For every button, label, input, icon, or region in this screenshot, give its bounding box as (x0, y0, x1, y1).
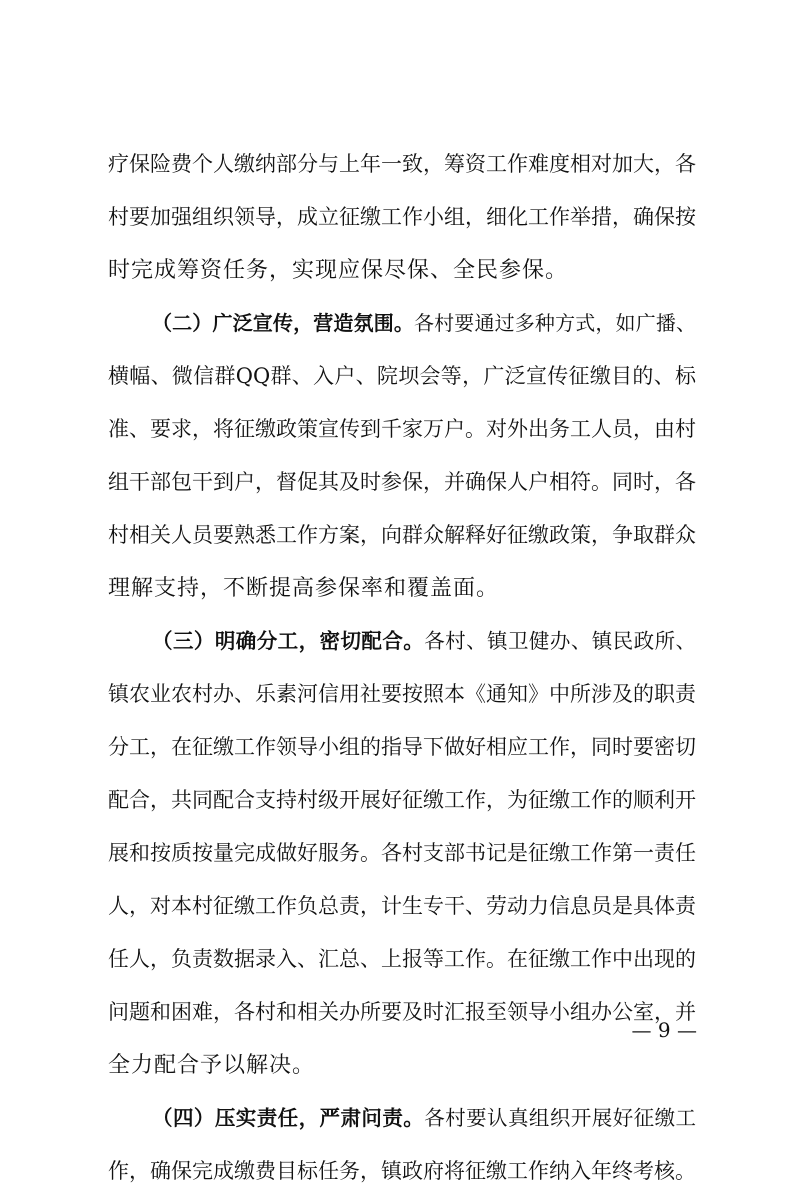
body-line: 人，对本村征缴工作负总责，计生专干、劳动力信息员是具体责 (108, 894, 696, 918)
body-line: 横幅、微信群QQ群、入户、院坝会等，广泛宣传征缴目的、标 (108, 364, 696, 388)
body-line: 全力配合予以解决。 (108, 1053, 316, 1078)
body-line: 时完成筹资任务，实现应保尽保、全民参保。 (108, 258, 569, 283)
body-line: 组干部包干到户，督促其及时参保，并确保人户相符。同时，各 (108, 470, 696, 494)
body-line: 镇农业农村办、乐素河信用社要按照本《通知》中所涉及的职责 (108, 682, 696, 706)
body-line: 疗保险费个人缴纳部分与上年一致，筹资工作难度相对加大，各 (108, 152, 696, 176)
body-line: 问题和困难，各村和相关办所要及时汇报至领导小组办公室，并 (108, 1000, 696, 1024)
body-line: 任人，负责数据录入、汇总、上报等工作。在征缴工作中出现的 (108, 947, 696, 971)
document-body (108, 138, 696, 1198)
paragraph-first-line (108, 1092, 696, 1145)
body-text-segment: 各村要认真组织开展好征缴工 (424, 1106, 697, 1130)
page-number: — 9 — (631, 1018, 697, 1042)
section-heading: （三）明确分工，密切配合。 (152, 629, 425, 653)
body-line: 村要加强组织领导，成立征缴工作小组，细化工作举措，确保按 (108, 205, 696, 229)
body-line: 分工，在征缴工作领导小组的指导下做好相应工作，同时要密切 (108, 735, 696, 759)
body-line: 配合，共同配合支持村级开展好征缴工作，为征缴工作的顺利开 (108, 788, 696, 812)
body-text-segment: 各村、镇卫健办、镇民政所、 (424, 629, 697, 653)
section-heading: （二）广泛宣传，营造氛围。 (152, 311, 414, 335)
body-line: 村相关人员要熟悉工作方案，向群众解释好征缴政策，争取群众 (108, 523, 696, 547)
body-line: 理解支持，不断提高参保率和覆盖面。 (108, 576, 500, 601)
paragraph-first-line (108, 615, 696, 668)
body-line: 展和按质按量完成做好服务。各村支部书记是征缴工作第一责任 (108, 841, 696, 865)
body-line: 作，确保完成缴费目标任务，镇政府将征缴工作纳入年终考核。 (108, 1159, 696, 1183)
section-heading: （四）压实责任，严肃问责。 (152, 1106, 425, 1130)
body-text-segment: 各村要通过多种方式，如广播、 (414, 311, 696, 335)
paragraph-first-line (108, 297, 696, 350)
body-line: 准、要求，将征缴政策宣传到千家万户。对外出务工人员，由村 (108, 417, 696, 441)
